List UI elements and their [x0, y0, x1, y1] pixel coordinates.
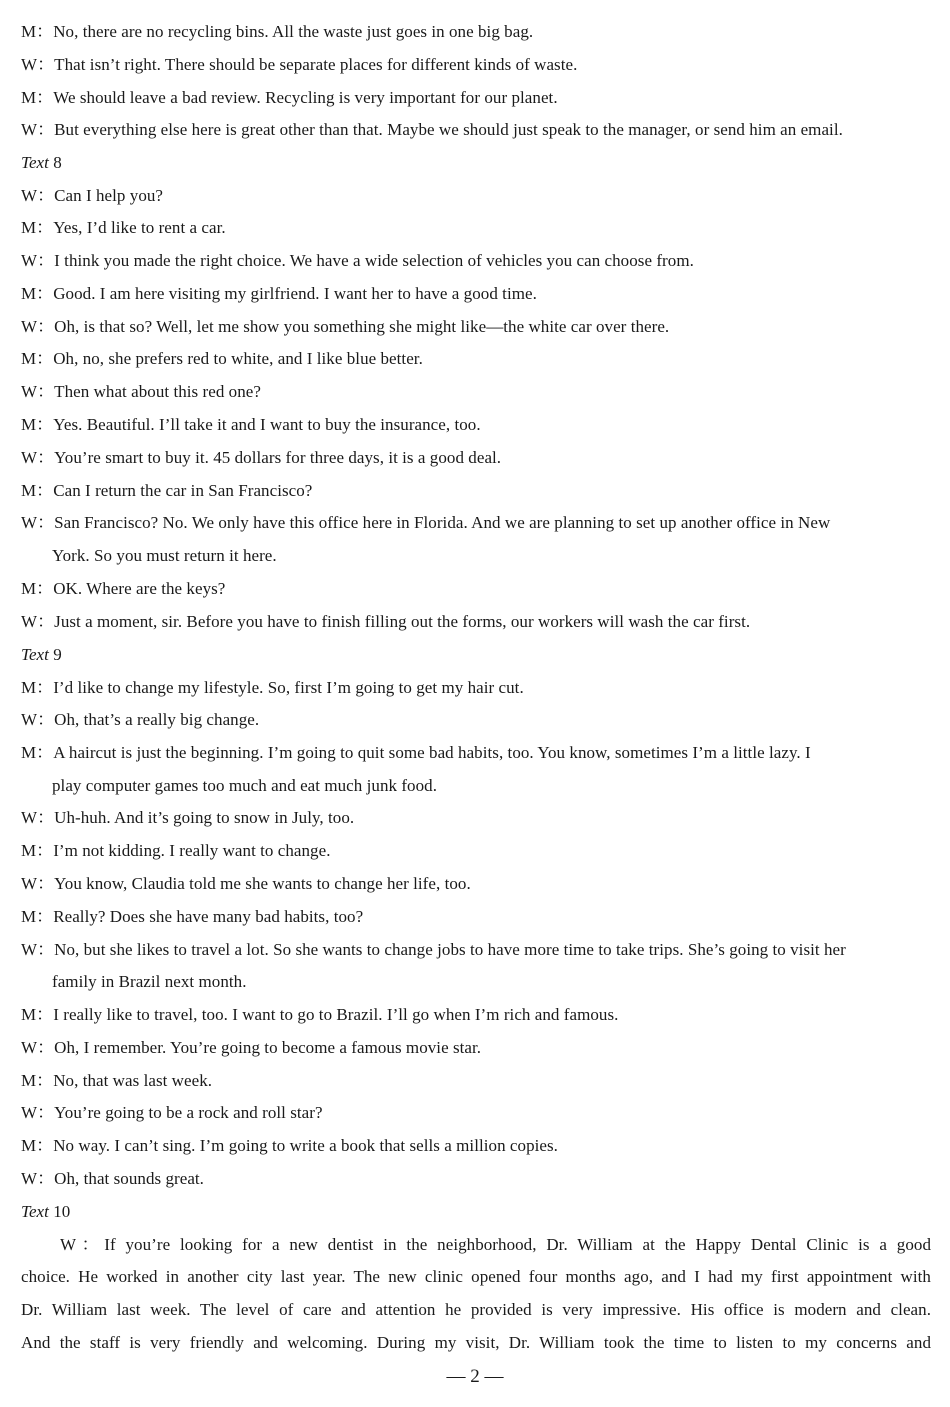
dialogue-line: M：No way. I can’t sing. I’m going to write a book that sells a million copies. [21, 1136, 558, 1155]
dialogue-line: W：Then what about this red one? [21, 382, 261, 401]
monologue-paragraph-line: choice. He worked in another city last year. The new clinic opened four months ago, and I had my first appointment with [21, 1267, 931, 1286]
dialogue-line: W：San Francisco? No. We only have this office here in Florida. And we are planning to set up another office in New [21, 513, 831, 532]
dialogue-line: M：I’d like to change my lifestyle. So, first I’m going to get my hair cut. [21, 678, 524, 697]
dialogue-line: W：You know, Claudia told me she wants to change her life, too. [21, 874, 471, 893]
dialogue-line: M：I really like to travel, too. I want to go to Brazil. I’ll go when I’m rich and famous. [21, 1005, 619, 1024]
dialogue-line: M：Really? Does she have many bad habits, too? [21, 907, 364, 926]
dialogue-line: W：No, but she likes to travel a lot. So she wants to change jobs to have more time to take trips. She’s going to visit her [21, 940, 846, 959]
dialogue-line: M：A haircut is just the beginning. I’m going to quit some bad habits, too. You know, sometimes I’m a little lazy. I [21, 743, 811, 762]
dialogue-line: W：I think you made the right choice. We have a wide selection of vehicles you can choose from. [21, 251, 694, 270]
dialogue-line: M：OK. Where are the keys? [21, 579, 226, 598]
dialogue-line: W：Oh, is that so? Well, let me show you something she might like—the white car over there. [21, 317, 670, 336]
dialogue-line: M：We should leave a bad review. Recycling is very important for our planet. [21, 88, 558, 107]
dialogue-line: W：You’re smart to buy it. 45 dollars for three days, it is a good deal. [21, 448, 502, 467]
dialogue-line: M：I’m not kidding. I really want to change. [21, 841, 331, 860]
dialogue-line-continuation: family in Brazil next month. [52, 972, 247, 991]
dialogue-line-continuation: York. So you must return it here. [52, 546, 277, 565]
section-heading-text-8: Text 8 [21, 153, 62, 172]
dialogue-line: M：No, that was last week. [21, 1071, 213, 1090]
dialogue-line: W：Uh-huh. And it’s going to snow in July, too. [21, 808, 355, 827]
dialogue-line: M：Yes, I’d like to rent a car. [21, 218, 226, 237]
page-number: — 2 — [446, 1366, 504, 1387]
monologue-paragraph-line: And the staff is very friendly and welcoming. During my visit, Dr. William took the time to listen to my concerns and [21, 1333, 931, 1352]
dialogue-line: W：You’re going to be a rock and roll star? [21, 1103, 323, 1122]
section-heading-text-10: Text 10 [21, 1202, 71, 1221]
dialogue-line-continuation: play computer games too much and eat much junk food. [52, 776, 437, 795]
dialogue-line: M：Good. I am here visiting my girlfriend. I want her to have a good time. [21, 284, 537, 303]
dialogue-line: W：But everything else here is great other than that. Maybe we should just speak to the manager, or send him an email. [21, 120, 843, 139]
dialogue-line: W：That isn’t right. There should be separate places for different kinds of waste. [21, 55, 578, 74]
dialogue-line: M：Can I return the car in San Francisco? [21, 481, 313, 500]
dialogue-line: M：No, there are no recycling bins. All the waste just goes in one big bag. [21, 22, 534, 41]
monologue-paragraph-line: W：If you’re looking for a new dentist in the neighborhood, Dr. William at the Happy Dental Clinic is a good [60, 1235, 931, 1254]
dialogue-line: W：Oh, I remember. You’re going to become a famous movie star. [21, 1038, 482, 1057]
dialogue-line: W：Oh, that sounds great. [21, 1169, 204, 1188]
monologue-paragraph-line: Dr. William last week. The level of care and attention he provided is very impressive. His office is modern and clean. [21, 1300, 931, 1319]
dialogue-line: M：Oh, no, she prefers red to white, and I like blue better. [21, 349, 423, 368]
dialogue-line: W：Oh, that’s a really big change. [21, 710, 260, 729]
dialogue-line: W：Just a moment, sir. Before you have to finish filling out the forms, our workers will wash the car first. [21, 612, 751, 631]
dialogue-line: M：Yes. Beautiful. I’ll take it and I want to buy the insurance, too. [21, 415, 481, 434]
dialogue-line: W：Can I help you? [21, 186, 164, 205]
section-heading-text-9: Text 9 [21, 645, 62, 664]
